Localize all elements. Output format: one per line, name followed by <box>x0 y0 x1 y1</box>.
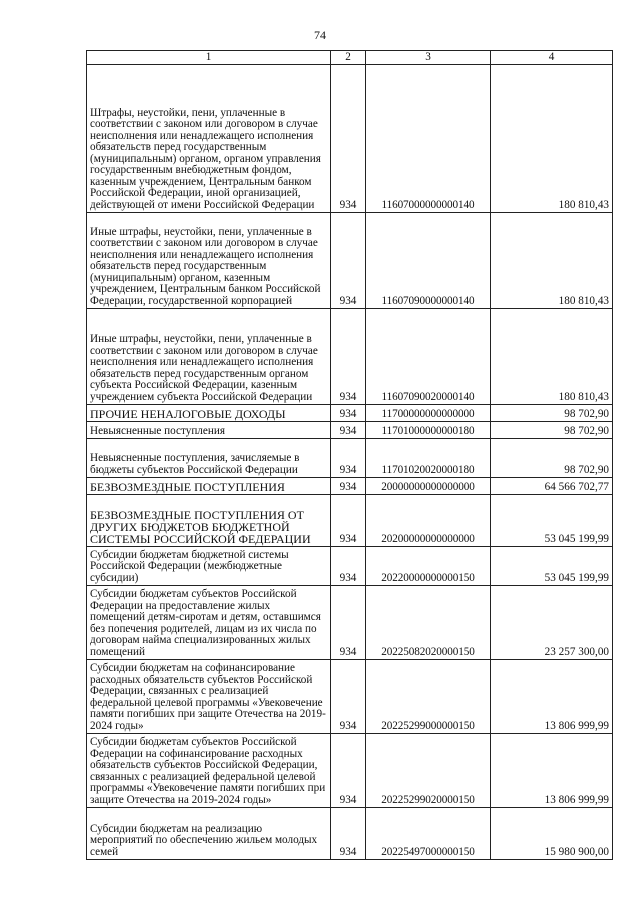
row-budget-code: 11700000000000000 <box>366 405 491 422</box>
row-amount: 23 257 300,00 <box>491 586 613 660</box>
table-row <box>87 213 613 309</box>
row-description: Субсидии бюджетам бюджетной системы Российской Федерации (межбюджетные субсидии) <box>87 547 331 586</box>
row-amount: 180 810,43 <box>491 213 613 309</box>
row-amount: 180 810,43 <box>491 65 613 213</box>
row-admin-code: 934 <box>331 547 366 586</box>
row-admin-code: 934 <box>331 309 366 405</box>
row-admin-code: 934 <box>331 65 366 213</box>
row-amount: 98 702,90 <box>491 439 613 478</box>
row-admin-code: 934 <box>331 734 366 808</box>
row-amount: 53 045 199,99 <box>491 495 613 547</box>
row-amount: 13 806 999,99 <box>491 660 613 734</box>
row-budget-code: 20225082020000150 <box>366 586 491 660</box>
row-description: Субсидии бюджетам субъектов Российской Федерации на софинансирование расходных обязательств субъектов Российской Федерации, связанных с реализацией федеральной целевой программы «Увековечение памяти погибших при защите Отечества на 2019-2024 годы» <box>87 734 331 808</box>
row-budget-code: 20225497000000150 <box>366 808 491 860</box>
row-budget-code: 11701000000000180 <box>366 422 491 439</box>
header-cell-2: 2 <box>331 51 366 65</box>
row-budget-code: 20225299020000150 <box>366 734 491 808</box>
row-admin-code: 934 <box>331 439 366 478</box>
row-amount: 13 806 999,99 <box>491 734 613 808</box>
row-amount: 180 810,43 <box>491 309 613 405</box>
row-amount: 64 566 702,77 <box>491 478 613 495</box>
table-row <box>87 547 613 586</box>
row-description: Субсидии бюджетам на софинансирование расходных обязательств субъектов Российской Федерации, связанных с реализацией федеральной целевой программы «Увековечение памяти погибших при защите Отечества на 2019-2024 годы» <box>87 660 331 734</box>
table-row <box>87 495 613 547</box>
row-budget-code: 20000000000000000 <box>366 478 491 495</box>
row-description: ПРОЧИЕ НЕНАЛОГОВЫЕ ДОХОДЫ <box>87 405 331 422</box>
row-admin-code: 934 <box>331 405 366 422</box>
row-admin-code: 934 <box>331 808 366 860</box>
row-description: Субсидии бюджетам на реализацию мероприятий по обеспечению жильем молодых семей <box>87 808 331 860</box>
row-amount: 53 045 199,99 <box>491 547 613 586</box>
header-cell-4: 4 <box>491 51 613 65</box>
row-amount: 15 980 900,00 <box>491 808 613 860</box>
row-description: Невыясненные поступления <box>87 422 331 439</box>
row-budget-code: 11607090020000140 <box>366 309 491 405</box>
row-budget-code: 20200000000000000 <box>366 495 491 547</box>
row-budget-code: 11607000000000140 <box>366 65 491 213</box>
row-admin-code: 934 <box>331 660 366 734</box>
row-budget-code: 20225299000000150 <box>366 660 491 734</box>
table-row <box>87 309 613 405</box>
row-budget-code: 11607090000000140 <box>366 213 491 309</box>
row-admin-code: 934 <box>331 586 366 660</box>
row-admin-code: 934 <box>331 495 366 547</box>
row-admin-code: 934 <box>331 422 366 439</box>
row-description: БЕЗВОЗМЕЗДНЫЕ ПОСТУПЛЕНИЯ ОТ ДРУГИХ БЮДЖЕТОВ БЮДЖЕТНОЙ СИСТЕМЫ РОССИЙСКОЙ ФЕДЕРАЦИИ <box>87 495 331 547</box>
row-description: Субсидии бюджетам субъектов Российской Федерации на предоставление жилых помещений детям-сиротам и детям, оставшимся без попечения родителей, лицам из их числа по договорам найма специализированных жилых помещений <box>87 586 331 660</box>
table-row <box>87 422 613 439</box>
row-budget-code: 20220000000000150 <box>366 547 491 586</box>
page-number: 74 <box>314 28 326 42</box>
header-cell-1: 1 <box>87 51 331 65</box>
row-admin-code: 934 <box>331 478 366 495</box>
row-budget-code: 11701020020000180 <box>366 439 491 478</box>
table-row <box>87 478 613 495</box>
row-description: БЕЗВОЗМЕЗДНЫЕ ПОСТУПЛЕНИЯ <box>87 478 331 495</box>
row-amount: 98 702,90 <box>491 405 613 422</box>
table-row <box>87 734 613 808</box>
table-row <box>87 405 613 422</box>
table-row <box>87 808 613 860</box>
table-row <box>87 65 613 213</box>
table-row <box>87 439 613 478</box>
row-description: Невыясненные поступления, зачисляемые в бюджеты субъектов Российской Федерации <box>87 439 331 478</box>
row-amount: 98 702,90 <box>491 422 613 439</box>
row-admin-code: 934 <box>331 213 366 309</box>
row-description: Штрафы, неустойки, пени, уплаченные в соответствии с законом или договором в случае неисполнения или ненадлежащего исполнения обязательств перед государственным (муниципальным) органом, органом управления государственным внебюджетным фондом, казенным учреждением, Центральным банком Российской Федерации, иной организацией, действующей от имени Российской Федерации <box>87 65 331 213</box>
table-row <box>87 586 613 660</box>
row-description: Иные штрафы, неустойки, пени, уплаченные в соответствии с законом или договором в случае неисполнения или ненадлежащего исполнения обязательств перед государственным органом субъекта Российской Федерации, казенным учреждением субъекта Российской Федерации <box>87 309 331 405</box>
table-header-row <box>87 51 613 65</box>
revenue-table <box>86 50 613 860</box>
table-row <box>87 660 613 734</box>
row-description: Иные штрафы, неустойки, пени, уплаченные в соответствии с законом или договором в случае неисполнения или ненадлежащего исполнения обязательств перед государственным (муниципальным) органом, казенным учреждением, Центральным банком Российской Федерации, государственной корпорацией <box>87 213 331 309</box>
header-cell-3: 3 <box>366 51 491 65</box>
